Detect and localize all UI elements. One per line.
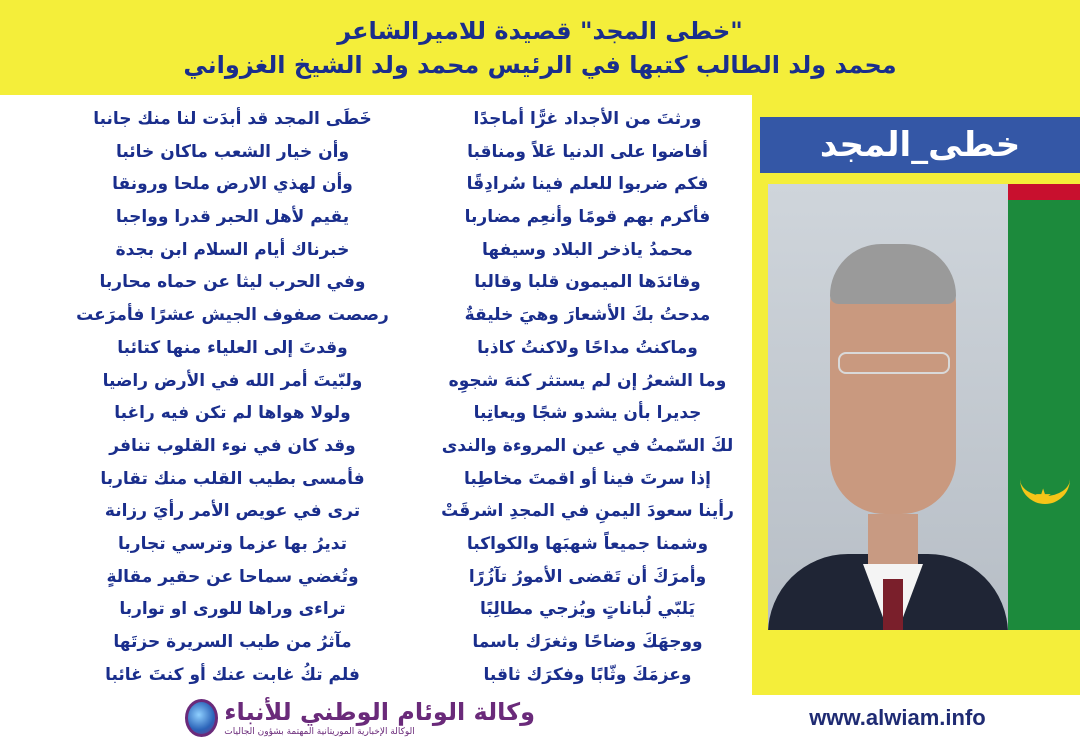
flag-green-field	[1008, 184, 1080, 630]
verse-line: أفاضوا على الدنيا عَلاً ومناقبا	[467, 141, 708, 162]
header-title-line-2: محمد ولد الطالب كتبها في الرئيس محمد ولد الشيخ الغزواني	[183, 50, 897, 79]
verse-line: خبرناك أيام السلام ابن بجدة	[115, 239, 350, 260]
verse-line: محمدُ ياذخر البلاد وسيفها	[482, 239, 693, 260]
poem-column-right	[70, 103, 395, 693]
verse-line: يقيم لأهل الحبر قدرا وواجبا	[115, 207, 350, 228]
verse-line: وماكنتُ مداحًا ولاكنتُ كاذبا	[477, 337, 698, 358]
verse-line: ولولا هواها لم تكن فيه راغبا	[114, 403, 351, 424]
person-glasses	[838, 352, 950, 374]
poem-body	[70, 103, 750, 693]
verse-line: وأن خيار الشعب ماكان خائبا	[115, 141, 350, 162]
verse-line: فلم تكُ غابت عنك أو كنتَ غائبا	[105, 664, 360, 685]
verse-line: فكم ضربوا للعلم فينا سُرادِقًا	[466, 174, 709, 195]
globe-icon	[185, 699, 218, 737]
verse-line: وتُغضي سماحا عن حقير مقالةٍ	[106, 566, 359, 587]
verse-line: جديرا بأن يشدو شجًا ويعاتِبا	[473, 403, 702, 424]
person-tie	[883, 579, 903, 630]
agency-tagline: الوكالة الإخبارية الموريتانية المهتمة بشؤون الجاليات	[224, 726, 415, 737]
verse-line: وقدتَ إلى العلياء منها كتائبا	[117, 337, 348, 358]
verse-line: تديرُ بها عزما وترسي تجاربا	[118, 533, 347, 554]
verse-line: مآثرُ من طيب السريرة حزتَها	[113, 632, 352, 652]
poem-title: خطى_المجد	[819, 125, 1021, 165]
verse-line: رأينا سعودَ اليمنِ في المجدِ اشرقَتْ	[441, 501, 734, 522]
agency-logo	[185, 695, 535, 740]
verse-line: ولبّيتَ أمر الله في الأرض راضيا	[102, 370, 363, 391]
verse-line: خَطَى المجد قد أبدَت لنا منك جانبا	[93, 109, 372, 129]
header-title-line-1: "خطى المجد" قصيدة للاميرالشاعر	[337, 16, 743, 45]
verse-line: ووجهَكَ وضاحًا وثغرَك باسما	[472, 632, 703, 652]
verse-line: تراءى وراها للورى او تواربا	[119, 599, 346, 620]
verse-line: إذا سرتَ فينا أو اقمتَ مخاطِبا	[464, 468, 711, 489]
verse-line: وقائدَها الميمون قلبا وقالبا	[474, 272, 701, 293]
person-hair	[830, 244, 956, 304]
verse-line: رصصت صفوف الجيش عشرًا فأمرَعت	[76, 305, 389, 326]
verse-line: ورثتَ من الأجداد غرًّا أماجدًا	[473, 109, 702, 129]
verse-line: مدحتُ بكَ الأشعارَ وهيَ خليقةٌ	[464, 305, 711, 326]
agency-name: وكالة الوئام الوطني للأنباء	[224, 697, 535, 726]
header-banner	[0, 0, 1080, 95]
agency-logo-text	[224, 698, 535, 738]
verse-line: يَلبّي لُباناتٍ ويُزجي مطالِبًا	[480, 599, 695, 620]
verse-line: وأمرَكَ أن تَقضى الأمورُ تآزُرًا	[468, 566, 707, 587]
flag-red-stripe	[1008, 184, 1080, 200]
verse-line: فأمسى بطيب القلب منك تقاربا	[100, 468, 365, 489]
verse-line: وقد كان في نوء القلوب تنافر	[109, 435, 356, 456]
verse-line: ترى في عويص الأمر رأيَ رزانة	[104, 501, 361, 522]
verse-line: وشمنا جميعاً شهبَها والكواكبا	[466, 533, 709, 554]
flag-star-icon: ★	[1034, 484, 1052, 508]
verse-line: فأكرم بهم قومًا وأنعِم مضاربا	[464, 207, 711, 228]
president-portrait	[768, 184, 1080, 630]
poem-column-left	[425, 103, 750, 693]
verse-line: لكَ السّمتُ في عين المروءة والندى	[441, 435, 734, 456]
poem-title-box	[760, 117, 1080, 173]
verse-line: وأن لهذي الارض ملحا ورونقا	[112, 174, 353, 195]
verse-line: وفي الحرب ليثا عن حماه محاربا	[99, 272, 366, 293]
website-link[interactable]: www.alwiam.info	[809, 705, 986, 730]
verse-line: وعزمَكَ وثّابًا وفكرَك ثاقبا	[483, 664, 692, 685]
verse-line: وما الشعرُ إن لم يستثر كنهَ شجوِه	[448, 370, 727, 391]
